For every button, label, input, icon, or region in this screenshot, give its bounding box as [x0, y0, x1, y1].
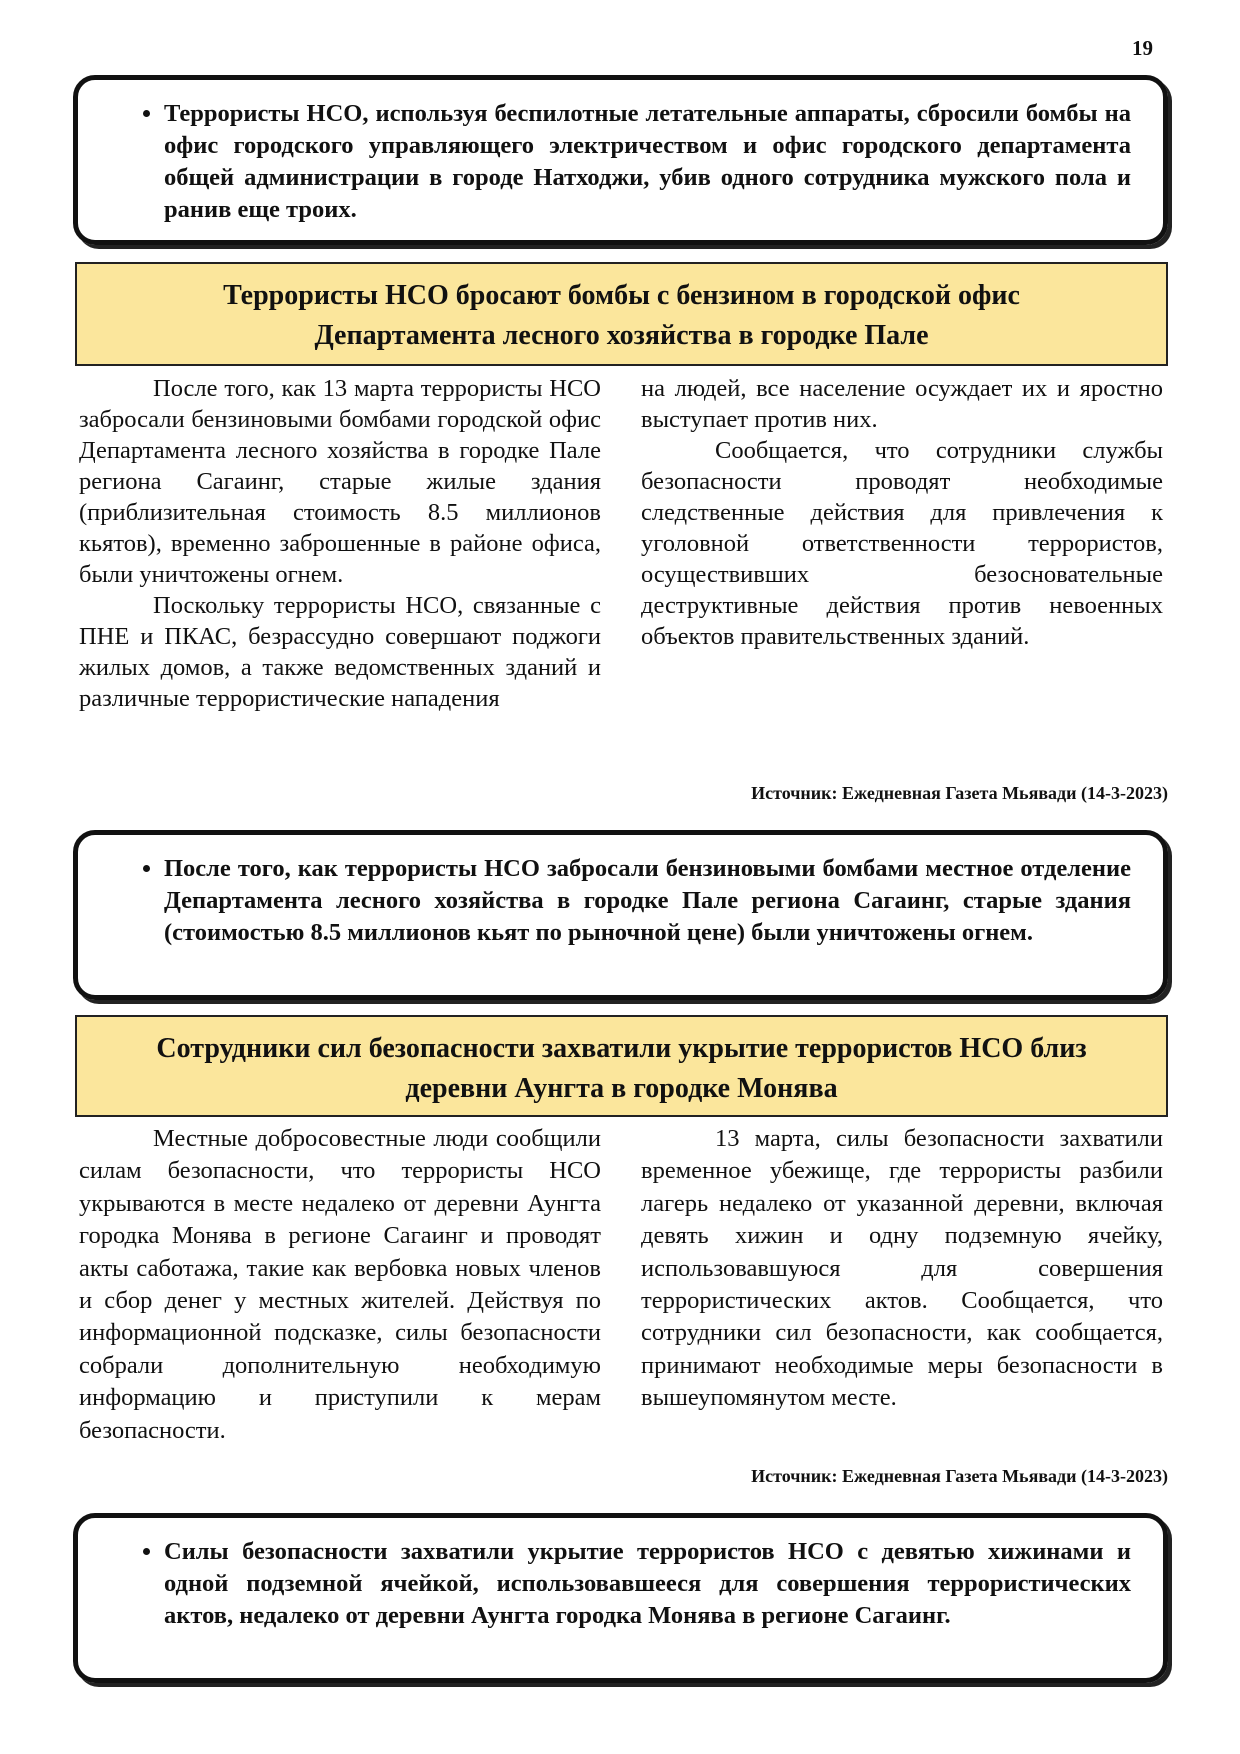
article-1-left-column: [79, 373, 601, 714]
article-2-headline-line2: деревни Аунгта в городке Монява: [405, 1073, 838, 1104]
article-1-paragraph-1: После того, как 13 марта террористы НСО забросали бензиновыми бомбами городской офис Департамента лесного хозяйства в городке Пале региона Сагаинг, старые жилые здания (приблизительная стоимость 8.5 миллионов кьятов), временно заброшенные в районе офиса, были уничтожены огнем.: [79, 375, 601, 588]
article-1-paragraph-4: Сообщается, что сотрудники службы безопасности проводят необходимые следственные действия для привлечения к уголовной ответственности террористов, осуществивших безосновательные деструктивные действия против невоенных объектов правительственных зданий.: [641, 437, 1163, 650]
article-2-headline-line1: Сотрудники сил безопасности захватили укрытие террористов НСО близ: [156, 1033, 1087, 1064]
article-1-paragraph-3: на людей, все население осуждает их и яростно выступает против них.: [641, 375, 1163, 433]
page-number: 19: [1132, 36, 1153, 60]
summary-text-3: • Силы безопасности захватили укрытие террористов НСО с девятью хижинами и одной подземной ячейкой, использовавшееся для совершения террористических актов, недалеко от деревни Аунгта городка Монява в регионе Сагаинг.: [164, 1536, 1131, 1632]
article-2-right-column: [641, 1123, 1163, 1415]
article-2-source: Источник: Ежедневная Газета Мьявади (14-3-2023): [751, 1466, 1168, 1486]
article-1-paragraph-2: Поскольку террористы НСО, связанные с ПНЕ и ПКАС, безрассудно совершают поджоги жилых домов, а также ведомственных зданий и различные террористические нападения: [79, 592, 601, 712]
article-2-left-column: [79, 1123, 601, 1447]
article-1-right-column: [641, 373, 1163, 652]
article-1-source: Источник: Ежедневная Газета Мьявади (14-3-2023): [751, 783, 1168, 803]
article-1-headline-line2: Департамента лесного хозяйства в городке Пале: [314, 320, 929, 351]
summary-text-2: • После того, как террористы НСО забросали бензиновыми бомбами местное отделение Департамента лесного хозяйства в городке Пале региона Сагаинг, старые здания (стоимостью 8.5 миллионов кьят по рыночной цене) были уничтожены огнем.: [164, 853, 1131, 949]
article-2-paragraph-1: Местные добросовестные люди сообщили силам безопасности, что террористы НСО укрываются в месте недалеко от деревни Аунгта городка Монява в регионе Сагаинг и проводят акты саботажа, такие как вербовка новых членов и сбор денег у местных жителей. Действуя по информационной подсказке, силы безопасности собрали дополнительную необходимую информацию и приступили к мерам безопасности.: [79, 1125, 601, 1444]
summary-box-1: [73, 75, 1168, 245]
summary-text-1: • Террористы НСО, используя беспилотные летательные аппараты, сбросили бомбы на офис городского управляющего электричеством и офис городского департамента общей администрации в городе Натходжи, убив одного сотрудника мужского пола и ранив еще троих.: [164, 98, 1131, 226]
article-2-headline: [75, 1015, 1168, 1117]
article-1-headline: [75, 262, 1168, 366]
article-2-paragraph-2: 13 марта, силы безопасности захватили временное убежище, где террористы разбили лагерь недалеко от указанной деревни, включая девять хижин и одну подземную ячейку, использовавшуюся для совершения террористических актов. Сообщается, что сотрудники сил безопасности, как сообщается, принимают необходимые меры безопасности в вышеупомянутом месте.: [641, 1125, 1163, 1412]
summary-box-3: [73, 1513, 1168, 1683]
article-1-headline-line1: Террористы НСО бросают бомбы с бензином в городской офис: [223, 280, 1020, 311]
summary-box-2: [73, 830, 1168, 1000]
